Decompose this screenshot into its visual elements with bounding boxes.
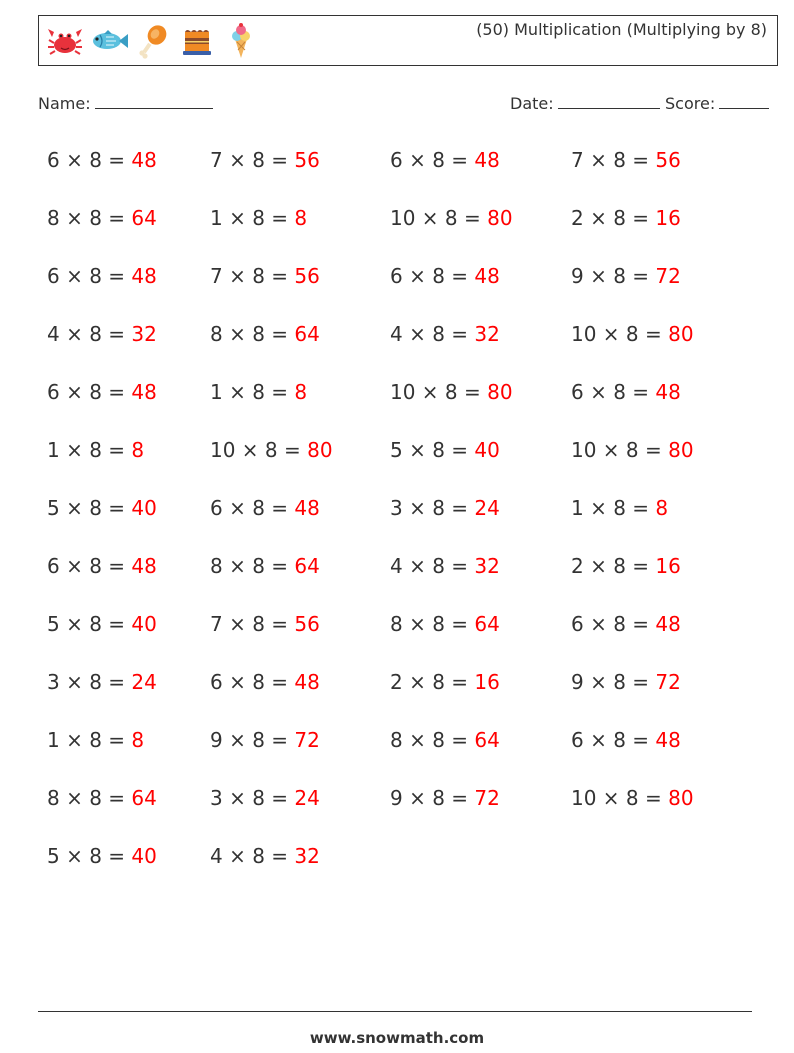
problem-question: 7 × 8 = <box>571 148 656 172</box>
problem-45 <box>47 786 157 810</box>
problem-question: 10 × 8 = <box>571 322 669 346</box>
date-label: Date: <box>510 94 554 113</box>
worksheet-title: (50) Multiplication (Multiplying by 8) <box>476 20 767 39</box>
problem-question: 1 × 8 = <box>571 496 656 520</box>
problem-question: 2 × 8 = <box>571 206 656 230</box>
problem-32 <box>571 554 681 578</box>
problem-3 <box>390 148 500 172</box>
problem-answer: 40 <box>131 496 157 520</box>
problem-answer: 48 <box>655 380 681 404</box>
problem-question: 6 × 8 = <box>210 496 295 520</box>
problem-answer: 40 <box>131 844 157 868</box>
problem-answer: 48 <box>294 670 320 694</box>
problem-question: 1 × 8 = <box>210 206 295 230</box>
crab-icon <box>43 21 87 61</box>
problem-48 <box>571 786 694 810</box>
problem-16 <box>571 322 694 346</box>
problem-question: 1 × 8 = <box>47 438 132 462</box>
problem-7 <box>390 206 513 230</box>
name-field <box>38 92 213 113</box>
problem-answer: 32 <box>131 322 157 346</box>
problem-question: 5 × 8 = <box>47 844 132 868</box>
problem-question: 4 × 8 = <box>390 554 475 578</box>
problem-28 <box>571 496 668 520</box>
problem-question: 4 × 8 = <box>210 844 295 868</box>
problem-question: 10 × 8 = <box>390 380 488 404</box>
problem-answer: 80 <box>487 380 513 404</box>
problem-question: 10 × 8 = <box>571 786 669 810</box>
date-blank[interactable] <box>558 92 660 109</box>
problem-answer: 24 <box>474 496 500 520</box>
problem-answer: 48 <box>131 264 157 288</box>
problem-answer: 80 <box>668 786 694 810</box>
problem-answer: 48 <box>655 728 681 752</box>
problem-question: 3 × 8 = <box>390 496 475 520</box>
problem-question: 2 × 8 = <box>571 554 656 578</box>
problem-12 <box>571 264 681 288</box>
problem-39 <box>390 670 500 694</box>
problem-answer: 48 <box>474 264 500 288</box>
problem-answer: 80 <box>487 206 513 230</box>
cake-icon <box>175 21 219 61</box>
problem-29 <box>47 554 157 578</box>
problem-50 <box>210 844 320 868</box>
problem-answer: 72 <box>294 728 320 752</box>
problem-answer: 56 <box>655 148 681 172</box>
problem-42 <box>210 728 320 752</box>
problem-question: 6 × 8 = <box>571 728 656 752</box>
problem-question: 9 × 8 = <box>210 728 295 752</box>
problem-question: 8 × 8 = <box>390 728 475 752</box>
problem-27 <box>390 496 500 520</box>
problem-19 <box>390 380 513 404</box>
problem-answer: 32 <box>474 554 500 578</box>
problem-question: 7 × 8 = <box>210 264 295 288</box>
problem-answer: 24 <box>294 786 320 810</box>
problem-15 <box>390 322 500 346</box>
problem-20 <box>571 380 681 404</box>
problem-question: 10 × 8 = <box>210 438 308 462</box>
problem-question: 8 × 8 = <box>210 322 295 346</box>
problem-answer: 48 <box>131 554 157 578</box>
problem-46 <box>210 786 320 810</box>
problem-answer: 24 <box>131 670 157 694</box>
problem-answer: 48 <box>474 148 500 172</box>
problem-2 <box>210 148 320 172</box>
problem-question: 8 × 8 = <box>47 206 132 230</box>
problem-question: 9 × 8 = <box>571 264 656 288</box>
problem-13 <box>47 322 157 346</box>
header-icons <box>43 21 263 61</box>
problem-37 <box>47 670 157 694</box>
problem-answer: 64 <box>131 206 157 230</box>
problem-6 <box>210 206 307 230</box>
footer-divider <box>38 1011 752 1012</box>
problem-question: 5 × 8 = <box>390 438 475 462</box>
problem-answer: 80 <box>668 322 694 346</box>
problem-answer: 48 <box>131 148 157 172</box>
ice-cream-icon <box>219 21 263 61</box>
problem-answer: 80 <box>668 438 694 462</box>
problem-question: 6 × 8 = <box>47 148 132 172</box>
problem-question: 8 × 8 = <box>390 612 475 636</box>
score-blank[interactable] <box>719 92 769 109</box>
problem-answer: 8 <box>131 438 145 462</box>
problem-question: 7 × 8 = <box>210 148 295 172</box>
problem-answer: 56 <box>294 148 320 172</box>
problem-4 <box>571 148 681 172</box>
problem-answer: 64 <box>474 728 500 752</box>
problem-answer: 16 <box>655 554 681 578</box>
problem-answer: 56 <box>294 264 320 288</box>
problem-30 <box>210 554 320 578</box>
problem-answer: 8 <box>131 728 145 752</box>
problem-question: 9 × 8 = <box>390 786 475 810</box>
problem-9 <box>47 264 157 288</box>
problem-18 <box>210 380 307 404</box>
problem-question: 4 × 8 = <box>390 322 475 346</box>
problem-question: 6 × 8 = <box>571 612 656 636</box>
problem-answer: 72 <box>655 670 681 694</box>
problem-question: 4 × 8 = <box>47 322 132 346</box>
problem-36 <box>571 612 681 636</box>
problem-49 <box>47 844 157 868</box>
problem-22 <box>210 438 333 462</box>
date-field <box>510 92 660 113</box>
problem-answer: 8 <box>294 380 308 404</box>
problem-44 <box>571 728 681 752</box>
problem-answer: 72 <box>655 264 681 288</box>
problem-answer: 56 <box>294 612 320 636</box>
problem-question: 3 × 8 = <box>47 670 132 694</box>
problem-answer: 32 <box>474 322 500 346</box>
problem-answer: 16 <box>655 206 681 230</box>
worksheet-header <box>38 15 778 66</box>
problem-answer: 64 <box>294 322 320 346</box>
problem-answer: 32 <box>294 844 320 868</box>
problem-5 <box>47 206 157 230</box>
problem-8 <box>571 206 681 230</box>
problem-question: 1 × 8 = <box>47 728 132 752</box>
problem-question: 8 × 8 = <box>210 554 295 578</box>
name-blank[interactable] <box>95 92 213 109</box>
problem-question: 10 × 8 = <box>571 438 669 462</box>
problem-answer: 40 <box>131 612 157 636</box>
problem-1 <box>47 148 157 172</box>
problem-17 <box>47 380 157 404</box>
problem-question: 1 × 8 = <box>210 380 295 404</box>
problem-answer: 16 <box>474 670 500 694</box>
problem-question: 10 × 8 = <box>390 206 488 230</box>
problem-answer: 48 <box>131 380 157 404</box>
problem-question: 6 × 8 = <box>47 554 132 578</box>
problem-question: 5 × 8 = <box>47 612 132 636</box>
problem-question: 6 × 8 = <box>210 670 295 694</box>
problem-38 <box>210 670 320 694</box>
score-label: Score: <box>665 94 716 113</box>
problem-question: 6 × 8 = <box>47 380 132 404</box>
problem-43 <box>390 728 500 752</box>
problem-answer: 80 <box>307 438 333 462</box>
problem-answer: 8 <box>294 206 308 230</box>
problem-47 <box>390 786 500 810</box>
problem-answer: 48 <box>655 612 681 636</box>
problem-14 <box>210 322 320 346</box>
problem-question: 2 × 8 = <box>390 670 475 694</box>
problem-question: 5 × 8 = <box>47 496 132 520</box>
problem-answer: 72 <box>474 786 500 810</box>
problem-question: 6 × 8 = <box>390 264 475 288</box>
fish-icon <box>87 21 131 61</box>
footer-site: www.snowmath.com <box>309 1029 485 1047</box>
problem-34 <box>210 612 320 636</box>
problem-10 <box>210 264 320 288</box>
problem-21 <box>47 438 144 462</box>
problem-question: 3 × 8 = <box>210 786 295 810</box>
problem-answer: 40 <box>474 438 500 462</box>
problem-answer: 64 <box>131 786 157 810</box>
problem-answer: 64 <box>294 554 320 578</box>
problem-35 <box>390 612 500 636</box>
problem-23 <box>390 438 500 462</box>
problem-11 <box>390 264 500 288</box>
problem-answer: 48 <box>294 496 320 520</box>
problem-40 <box>571 670 681 694</box>
problem-25 <box>47 496 157 520</box>
problem-answer: 64 <box>474 612 500 636</box>
score-field <box>665 92 769 113</box>
problem-24 <box>571 438 694 462</box>
problem-question: 6 × 8 = <box>571 380 656 404</box>
problem-question: 7 × 8 = <box>210 612 295 636</box>
problem-31 <box>390 554 500 578</box>
problem-41 <box>47 728 144 752</box>
chicken-leg-icon <box>131 21 175 61</box>
problem-question: 9 × 8 = <box>571 670 656 694</box>
problem-26 <box>210 496 320 520</box>
problem-question: 8 × 8 = <box>47 786 132 810</box>
name-label: Name: <box>38 94 91 113</box>
problem-question: 6 × 8 = <box>390 148 475 172</box>
problem-33 <box>47 612 157 636</box>
problem-answer: 8 <box>655 496 669 520</box>
problem-question: 6 × 8 = <box>47 264 132 288</box>
